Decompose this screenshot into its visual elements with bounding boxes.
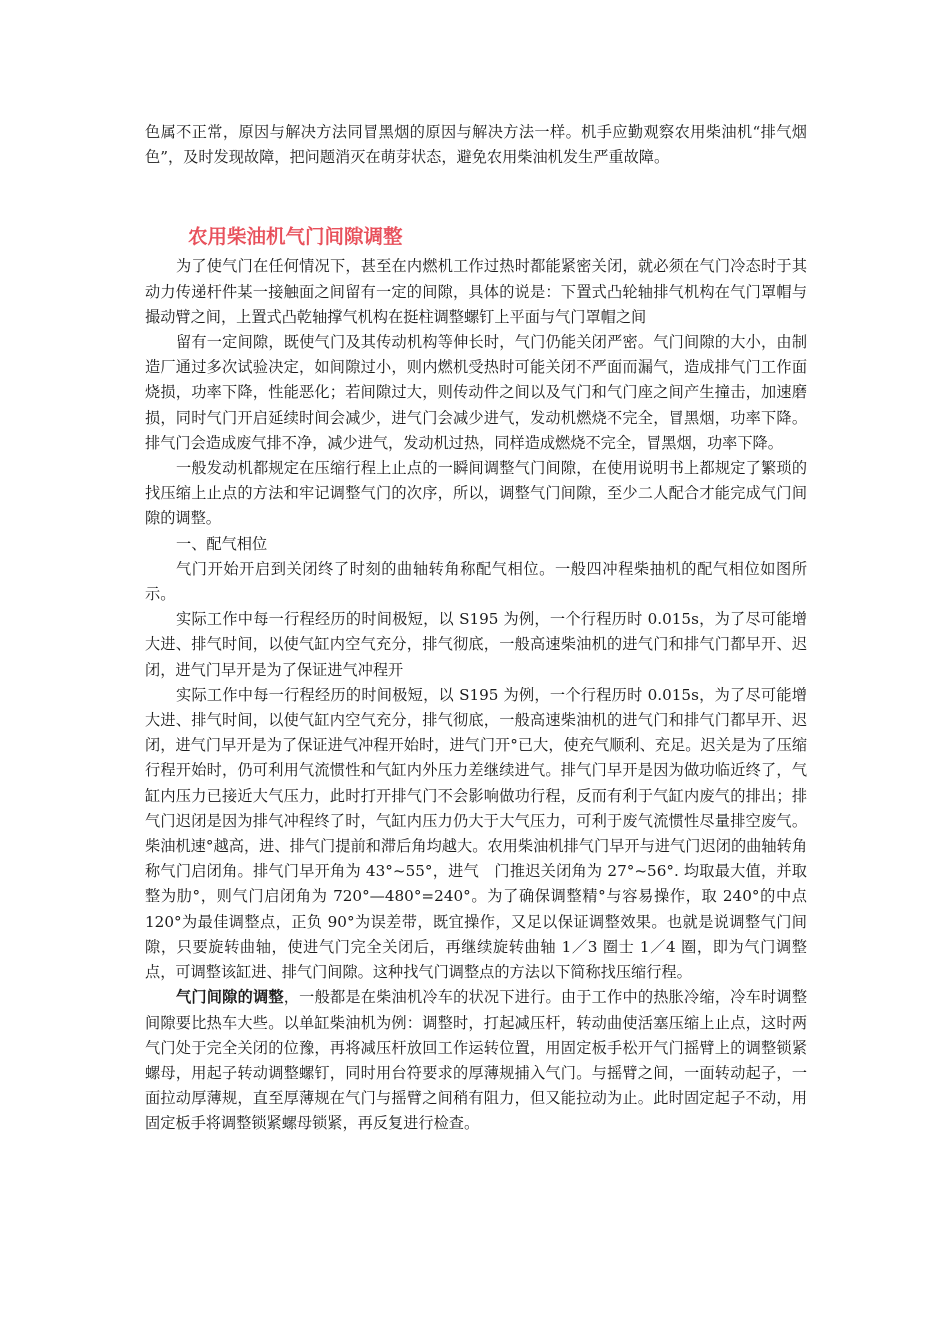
document-body [145,120,807,1137]
paragraph-7-text: ，一般都是在柴油机冷车的状况下进行。由于工作中的热胀冷缩，冷车时调整间隙要比热车大些。以单缸柴油机为例：调整时，打起减压杆，转动曲使活塞压缩上止点，这时两气门处于完全关闭的位豫，再将减压杆放回工作运转位置，用固定板手松开气门摇臂上的调整锁紧螺母，用起子转动调整螺钉，同时用台符要求的厚薄规捕入气门。与摇臂之间，一面转动起子，一面拉动厚薄规，直至厚薄规在气门与摇臂之间稍有阻力，但又能拉动为止。此时固定起子不动，用固定板手将调整锁紧螺母锁紧，再反复进行检查。 [145,988,808,1133]
paragraph-7-lead: 气门间隙的调整 [176,988,284,1007]
paragraph-2: 留有一定间隙，既使气门及其传动机构等伸长时，气门仍能关闭严密。气门间隙的大小，由制造厂通过多次试验决定，如间隙过小，则内燃机受热时可能关闭不严面而漏气，造成排气门工作面烧损，功率下降，性能恶化；若间隙过大，则传动件之间以及气门和气门座之间产生撞击，加速磨损，同时气门开启延续时间会减少，进气门会减少进气，发动机燃烧不完全，冒黑烟，功率下降。排气门会造成废气排不净，减少进气，发动机过热，同样造成燃烧不完全，冒黑烟，功率下降。 [145,333,807,452]
paragraph-5: 实际工作中每一行程经历的时间极短，以 S195 为例，一个行程历时 0.015s，为了尽可能增大进、排气时间，以使气缸内空气充分，排气彻底，一般高速柴油机的进气门和排气门都早开、迟闭，进气门早开是为了保证进气冲程开 [145,610,807,679]
intro-paragraph: 色属不正常，原因与解决方法同冒黑烟的原因与解决方法一样。机手应勤观察农用柴油机“排气烟色”，及时发现故障，把问题消灭在萌芽状态，避免农用柴油机发生严重故障。 [145,123,807,167]
paragraph-1: 为了使气门在任何情况下，甚至在内燃机工作过热时都能紧密关闭，就必须在气门冷态时于其动力传递杆件某一接触面之间留有一定的间隙，具体的说是：下置式凸轮轴排气机构在气门罩帽与撮动臂之间，上置式凸乾轴撑气机构在挺柱调整螺钉上平面与气门罩帽之间 [145,257,807,326]
section-title: 农用柴油机气门间隙调整 [188,225,403,249]
paragraph-4: 气门开始开启到关闭终了时刻的曲轴转角称配气相位。一般四冲程柴抽机的配气相位如图所示。 [145,559,807,604]
paragraph-6: 实际工作中每一行程经历的时间极短，以 S195 为例，一个行程历时 0.015s，为了尽可能增大进、排气时间，以使气缸内空气充分，排气彻底，一般高速柴油机的进气门和排气门都早开、迟闭，进气门早开是为了保证进气冲程开始时，进气门开°已大，使充气顺利、充足。迟关是为了压缩行程开始时，仍可利用气流惯性和气缸内外压力差继续进气。排气门早开是因为做功临近终了，气缸内压力已接近大气压力，此时打开排气门不会影响做功行程，反而有利于气缸内废气的排出；排气门迟闭是因为排气冲程终了时，气缸内压力仍大于大气压力，可利于废气流惯性尽量排空废气。柴油机速°越高，进、排气门提前和滞后角均越大。农用柴油机排气门早开与进气门迟闭的曲轴转角称气门启闭角。排气门早开角为 43°~55°，进气 门推迟关闭角为 27°~56°. 均取最大值，并取整为肋°，则气门启闭角为 720°—480°=240°。为了确保调整精°与容易操作，取 240°的中点 120°为最佳调整点，正负 90°为误差带，既宜操作，又足以保证调整效果。也就是说调整气门间隙，只要旋转曲轴，使进气门完全关闭后，再继续旋转曲轴 1／3 圈士 1／4 圈，即为气门调整点，可调整该缸进、排气门间隙。这种找气门调整点的方法以下简称找压缩行程。 [145,685,807,982]
paragraph-7 [145,985,807,1136]
subsection-heading: 一、配气相位 [176,534,268,553]
paragraph-3: 一般发动机都规定在压缩行程上止点的一瞬间调整气门间隙，在使用说明书上都规定了繁琐的找压缩上止点的方法和牢记调整气门的次序，所以，调整气门间隙，至少二人配合才能完成气门间隙的调整。 [145,459,807,528]
